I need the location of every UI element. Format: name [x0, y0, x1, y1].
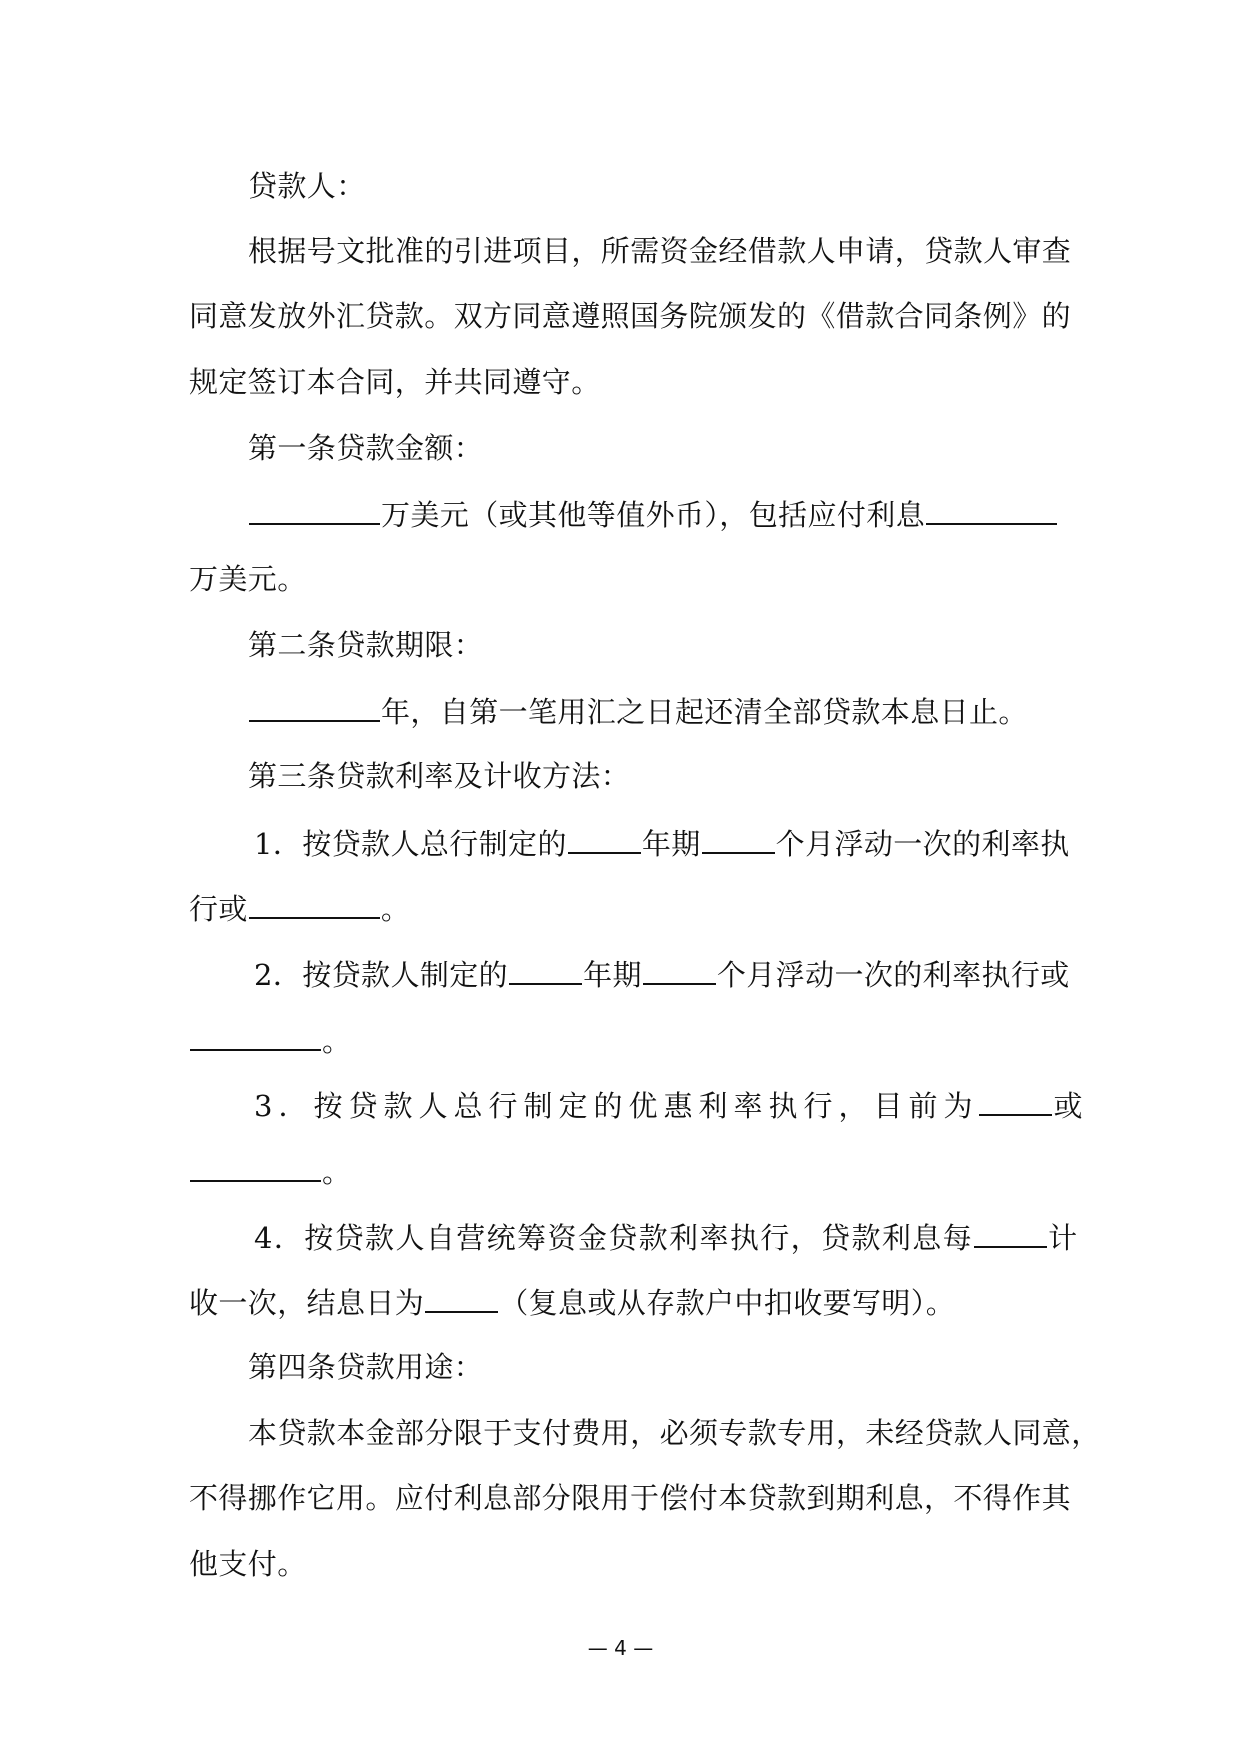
article-3-item-1: [254, 822, 1127, 862]
article-3-item-2-cont: [189, 1019, 1062, 1059]
term-years-blank[interactable]: [249, 690, 380, 722]
item-1-text-a: 1．按贷款人总行制定的: [254, 827, 567, 861]
intro-line-3: 规定签订本合同，并共同遵守。: [189, 365, 601, 399]
interest-amount-blank[interactable]: [926, 493, 1057, 525]
intro-line-1: 根据号文批准的引进项目，所需资金经借款人申请，贷款人审查: [248, 234, 1072, 268]
item-4-text-c: 收一次，结息日为: [189, 1286, 425, 1320]
item-1-months-blank[interactable]: [702, 822, 775, 854]
item-4-period-blank[interactable]: [974, 1216, 1047, 1248]
lender-label: 贷款人：: [248, 169, 366, 203]
item-4-text-d: （复息或从存款户中扣收要写明）。: [499, 1286, 956, 1320]
amount-blank[interactable]: [249, 493, 380, 525]
item-2-text-a: 2．按贷款人制定的: [254, 958, 509, 992]
item-2-years-blank[interactable]: [509, 953, 582, 985]
item-1-text-d: 行或: [189, 892, 248, 926]
item-1-text-e: 。: [380, 892, 411, 926]
article-3-item-3: [254, 1084, 1127, 1124]
article-4-line-3: 他支付。: [189, 1547, 307, 1581]
item-3-text-b: 或: [1053, 1089, 1089, 1123]
article-3-item-3-cont: [189, 1150, 1062, 1190]
item-1-other-blank[interactable]: [249, 887, 380, 919]
item-2-text-d: 。: [322, 1024, 352, 1058]
item-3-text-a: 3．按贷款人总行制定的优惠利率执行，目前为: [254, 1089, 979, 1123]
article-1-title: 第一条贷款金额：: [248, 431, 484, 465]
item-2-other-blank[interactable]: [190, 1019, 321, 1051]
intro-line-2: 同意发放外汇贷款。双方同意遵照国务院颁发的《借款合同条例》的: [189, 299, 1072, 333]
article-3-item-4-cont: [189, 1281, 1062, 1321]
item-3-text-c: 。: [322, 1155, 352, 1189]
article-3-title: 第三条贷款利率及计收方法：: [248, 759, 631, 793]
item-4-settlement-blank[interactable]: [425, 1281, 498, 1313]
item-3-other-blank[interactable]: [190, 1150, 321, 1182]
item-1-text-c: 个月浮动一次的利率执: [775, 827, 1070, 861]
item-1-text-b: 年期: [641, 827, 701, 861]
page-number: — 4 —: [587, 1636, 654, 1660]
item-2-text-b: 年期: [583, 958, 642, 992]
article-4-line-2: 不得挪作它用。应付利息部分限用于偿付本贷款到期利息，不得作其: [189, 1481, 1072, 1515]
item-2-text-c: 个月浮动一次的利率执行或: [716, 958, 1070, 992]
item-4-text-b: 计: [1048, 1221, 1079, 1255]
item-4-text-a: 4．按贷款人自营统筹资金贷款利率执行，贷款利息每: [254, 1221, 974, 1255]
item-3-rate-blank[interactable]: [979, 1084, 1052, 1116]
article-4-title: 第四条贷款用途：: [248, 1350, 484, 1384]
item-2-months-blank[interactable]: [643, 953, 716, 985]
article-2-term-line: [248, 690, 1121, 730]
article-3-item-1-cont: [189, 887, 1062, 927]
article-1-text-2: 万美元。: [189, 562, 307, 596]
article-3-item-2: [254, 953, 1127, 993]
article-1-text-1: 万美元（或其他等值外币），包括应付利息: [381, 498, 926, 532]
article-3-item-4: [254, 1216, 1127, 1256]
article-2-text: 年，自第一笔用汇之日起还清全部贷款本息日止。: [381, 695, 1028, 729]
article-4-line-1: 本贷款本金部分限于支付费用，必须专款专用，未经贷款人同意，: [248, 1416, 1101, 1450]
article-1-amount-line: [248, 493, 1121, 533]
article-2-title: 第二条贷款期限：: [248, 628, 484, 662]
item-1-years-blank[interactable]: [568, 822, 641, 854]
